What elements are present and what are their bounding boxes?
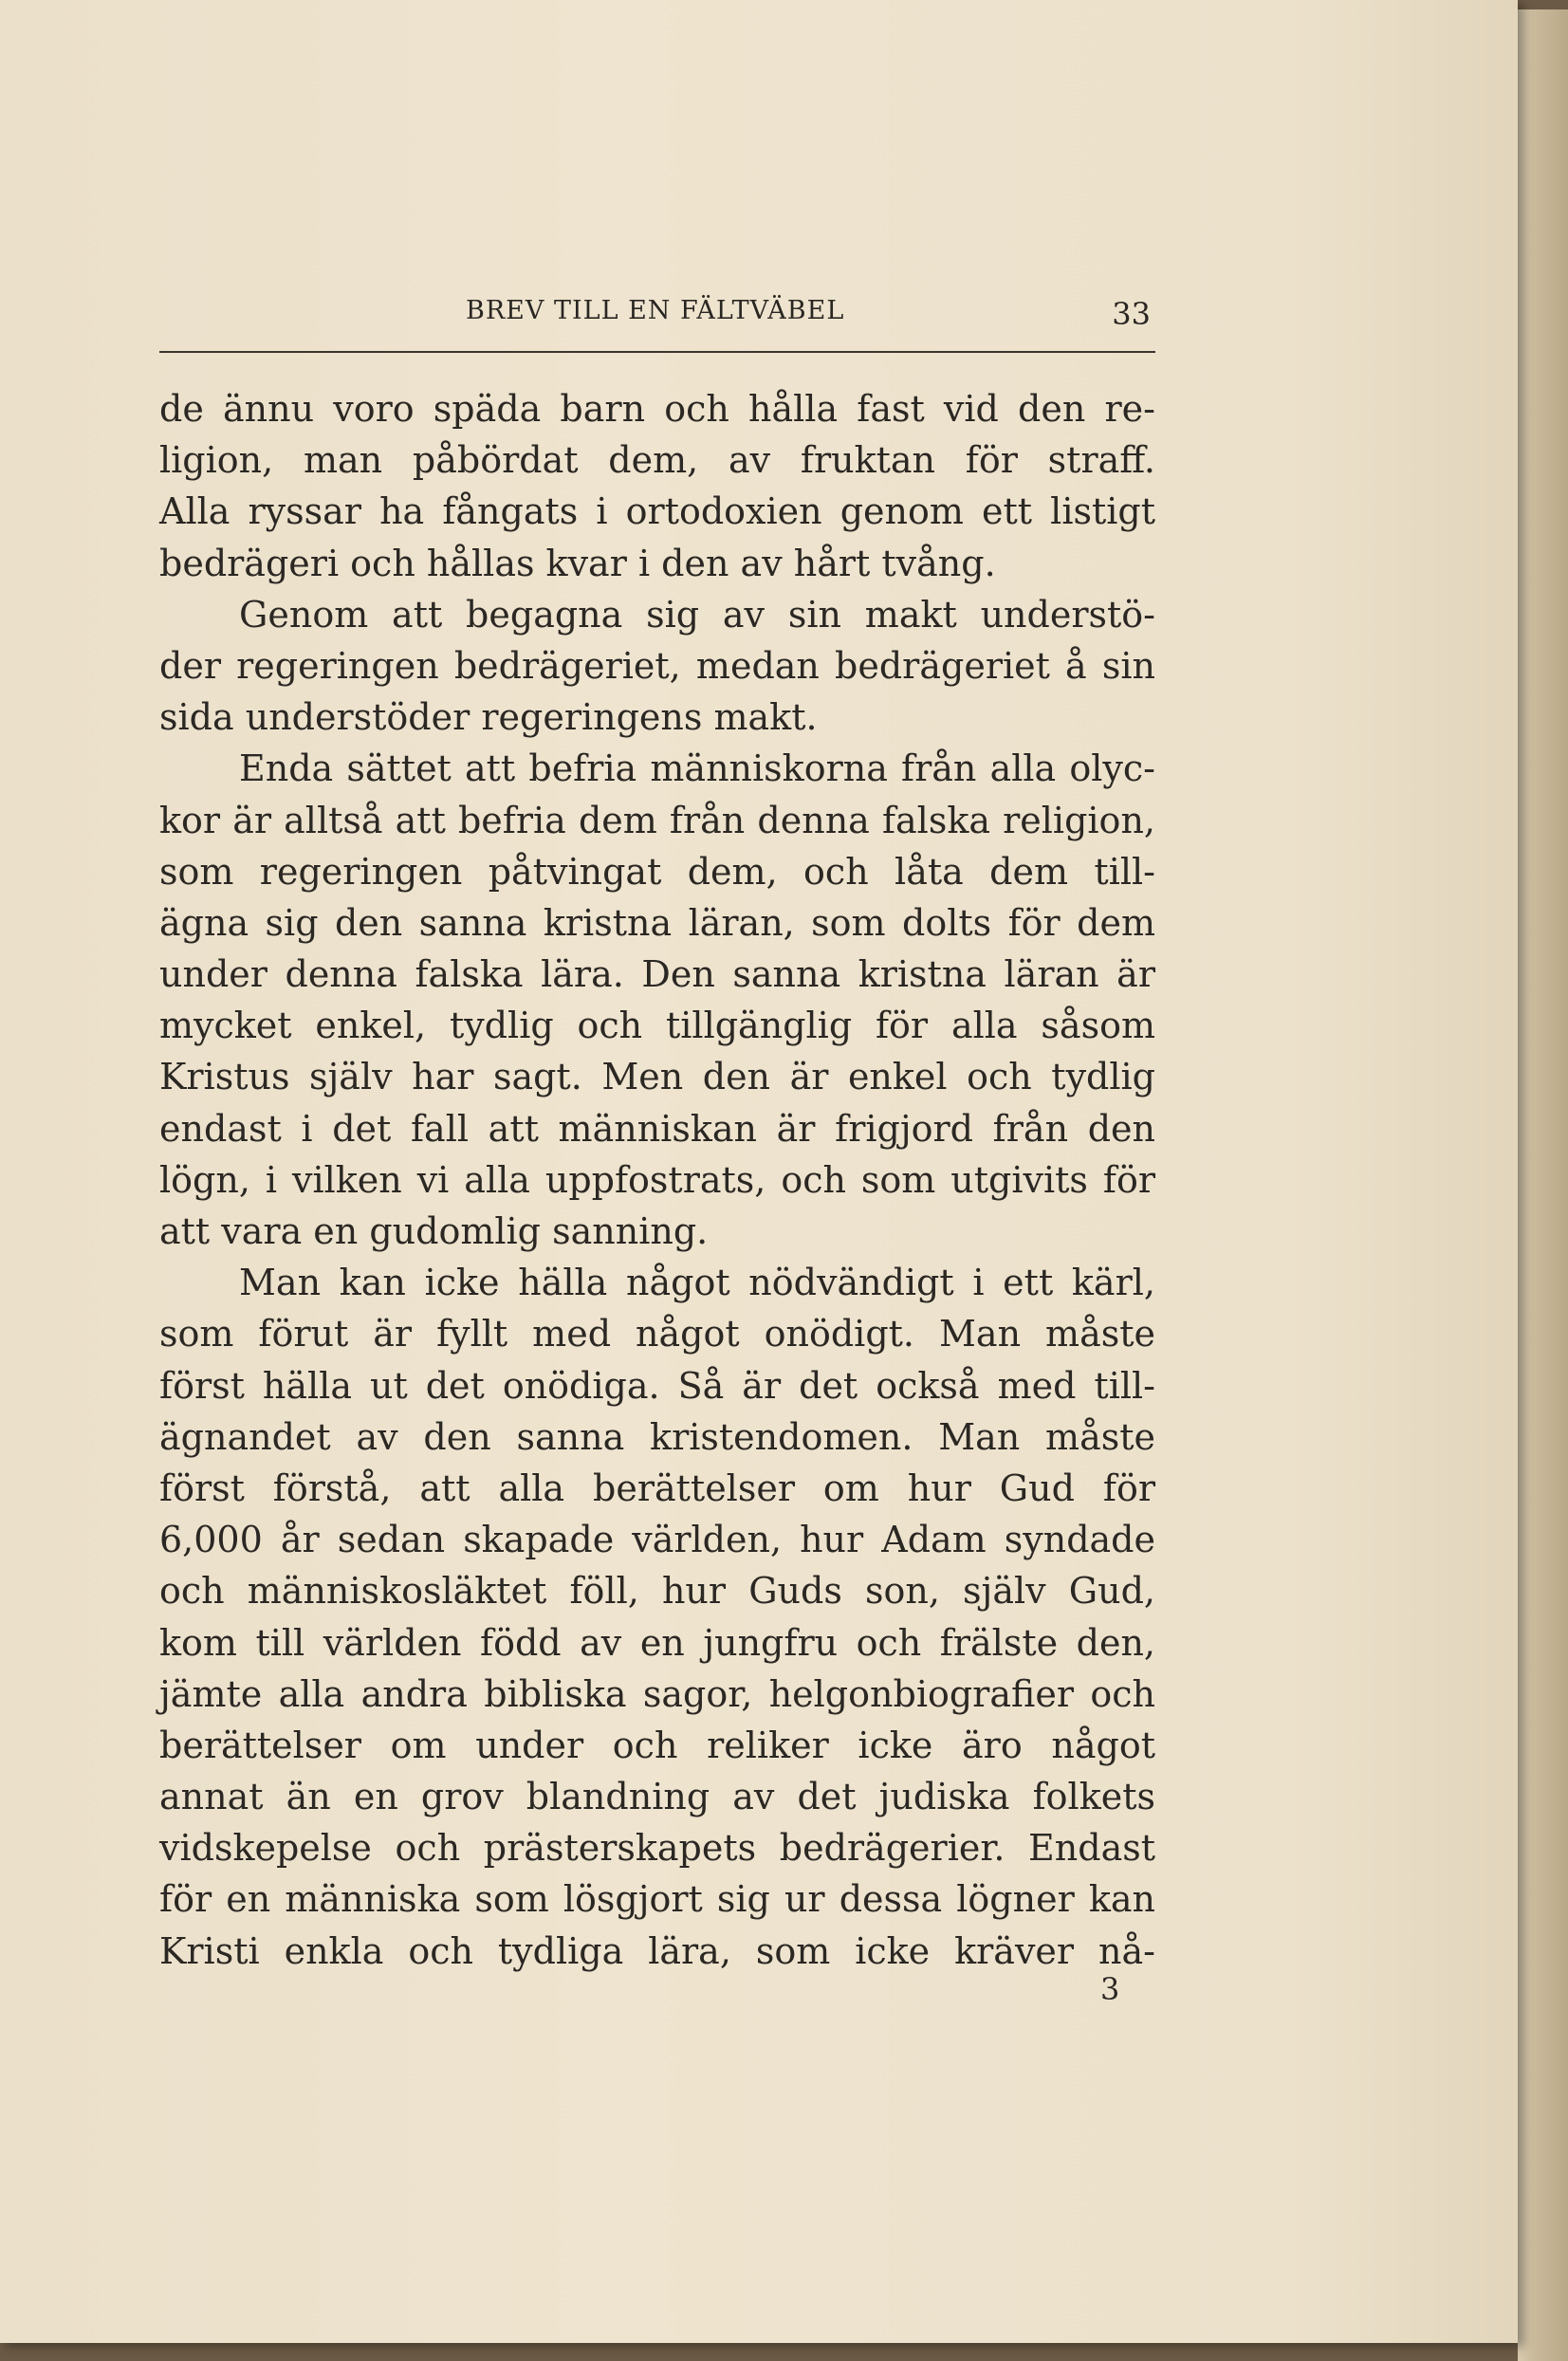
signature-mark: 3 [1100, 1971, 1120, 2007]
text-line: Genom att begagna sig av sin makt understö- [239, 593, 1155, 636]
text-line: vidskepelse och prästerskapets bedrägerier. Endast [159, 1827, 1155, 1870]
text-line: ägna sig den sanna kristna läran, som dolts för dem [159, 901, 1155, 944]
text-line: Kristi enkla och tydliga lära, som icke kräver nå- [159, 1929, 1155, 1972]
text-line: Man kan icke hälla något nödvändigt i ett kärl, [239, 1262, 1155, 1304]
running-head: BREV TILL EN FÄLTVÄBEL [466, 296, 845, 325]
text-line: och människosläktet föll, hur Guds son, själv Gud, [159, 1570, 1155, 1613]
text-line: ägnandet av den sanna kristendomen. Man måste [159, 1415, 1155, 1458]
body-text [159, 383, 1155, 1977]
text-line: der regeringen bedrägeriet, medan bedrägeriet å sin [159, 644, 1155, 687]
text-line: jämte alla andra bibliska sagor, helgonbiografier och [159, 1672, 1155, 1715]
text-line: för en människa som lösgjort sig ur dessa lögner kan [159, 1878, 1155, 1921]
text-line: sida understöder regeringens makt. [159, 696, 818, 739]
text-line: Kristus själv har sagt. Men den är enkel och tydlig [159, 1056, 1155, 1098]
text-line: mycket enkel, tydlig och tillgänglig för alla såsom [159, 1005, 1155, 1047]
text-line: som regeringen påtvingat dem, och låta dem till- [159, 850, 1155, 893]
text-line: kom till världen född av en jungfru och frälste den, [159, 1621, 1155, 1664]
text-line: ligion, man påbördat dem, av fruktan för straff. [159, 439, 1155, 482]
text-line: berättelser om under och reliker icke äro något [159, 1724, 1155, 1766]
next-pages-edge [1518, 9, 1568, 2361]
text-line: att vara en gudomlig sanning. [159, 1210, 709, 1252]
text-line: de ännu voro späda barn och hålla fast vid den re- [159, 388, 1155, 430]
text-line: som förut är fyllt med något onödigt. Man måste [159, 1313, 1155, 1356]
text-line: Enda sättet att befria människorna från alla olyc- [239, 747, 1155, 790]
text-line: Alla ryssar ha fångats i ortodoxien genom ett listigt [159, 490, 1155, 533]
text-line: först hälla ut det onödiga. Så är det också med till- [159, 1364, 1155, 1407]
text-line: bedrägeri och hållas kvar i den av hårt tvång. [159, 542, 996, 584]
text-line: 6,000 år sedan skapade världen, hur Adam syndade [159, 1519, 1155, 1561]
text-line: lögn, i vilken vi alla uppfostrats, och som utgivits för [159, 1158, 1155, 1201]
text-line: endast i det fall att människan är frigjord från den [159, 1107, 1155, 1150]
text-line: kor är alltså att befria dem från denna falska religion, [159, 799, 1155, 841]
page-number: 33 [1112, 296, 1151, 332]
text-line: under denna falska lära. Den sanna kristna läran är [159, 953, 1155, 996]
header-rule [159, 351, 1155, 353]
text-line: annat än en grov blandning av det judiska folkets [159, 1776, 1155, 1818]
page-header [159, 296, 1155, 353]
text-line: först förstå, att alla berättelser om hur Gud för [159, 1466, 1155, 1509]
